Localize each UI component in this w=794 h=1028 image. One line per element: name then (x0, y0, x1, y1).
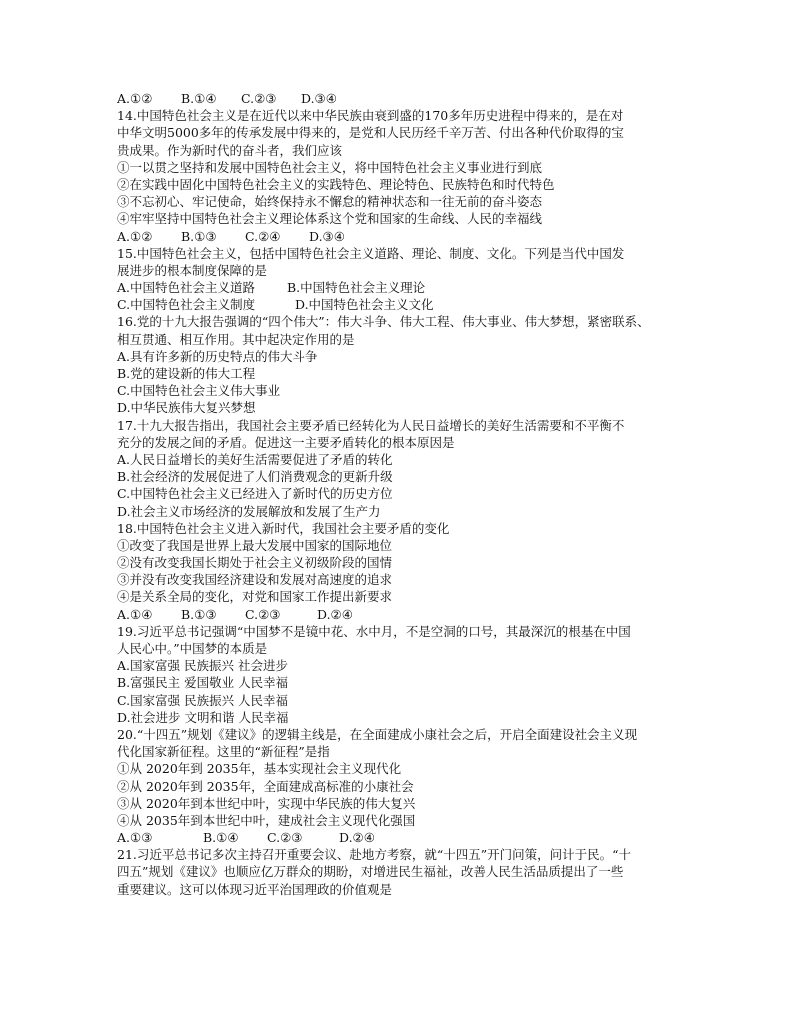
q14-option-c[interactable]: C.②④ (245, 228, 281, 244)
q20-option-c[interactable]: C.②③ (267, 830, 303, 846)
question-20 (117, 726, 677, 846)
q20-option-d[interactable]: D.②④ (339, 830, 375, 846)
q17-option-a[interactable]: A.人民日益增长的美好生活需要促进了矛盾的转化 (117, 451, 393, 467)
q16-stem-line: 16.党的十九大报告强调的“四个伟大”：伟大斗争、伟大工程、伟大事业、伟大梦想，紧密联系、 (117, 314, 650, 330)
q19-option-d[interactable]: D.社会进步 文明和谐 人民幸福 (117, 709, 289, 725)
q19-stem-line: 人民心中。”中国梦的本质是 (117, 641, 268, 656)
q18-options (117, 606, 677, 623)
q18-item: ③并没有改变我国经济建设和发展对高速度的追求 (117, 572, 393, 588)
q16-option-c[interactable]: C.中国特色社会主义伟大事业 (117, 383, 281, 399)
q14-stem-line: 14.中国特色社会主义是在近代以来中华民族由衰到盛的170多年历史进程中得来的，是在对 (117, 108, 624, 124)
q13-options (117, 90, 677, 107)
question-18 (117, 520, 677, 623)
q17-stem-line: 17.十九大报告指出，我国社会主要矛盾已经转化为人民日益增长的美好生活需要和不平衡不 (117, 417, 625, 433)
q21-stem-line: 21.习近平总书记多次主持召开重要会议、赴地方考察，就“十四五”开门问策，问计于民。“十 (117, 847, 632, 863)
q18-item: ①改变了我国是世界上最大发展中国家的国际地位 (117, 537, 393, 553)
q13-option-b[interactable]: B.①④ (181, 91, 217, 106)
q18-option-a[interactable]: A.①④ (117, 606, 153, 622)
q20-option-b[interactable]: B.①④ (203, 830, 239, 846)
exam-page (117, 90, 677, 898)
q21-stem-line: 四五”规划《建议》也顺应亿万群众的期盼，对增进民生福祉，改善人民生活品质提出了一些 (117, 864, 624, 880)
q16-option-a[interactable]: A.具有许多新的历史特点的伟大斗争 (117, 348, 318, 364)
q15-options-row (117, 279, 677, 296)
q17-option-b[interactable]: B.社会经济的发展促进了人们消费观念的更新升级 (117, 469, 393, 485)
q15-stem-line: 展进步的根本制度保障的是 (117, 262, 268, 278)
q18-item: ②没有改变我国长期处于社会主义初级阶段的国情 (117, 555, 393, 571)
q15-option-c[interactable]: C.中国特色社会主义制度 (117, 297, 256, 313)
q14-item: ②在实践中固化中国特色社会主义的实践特色、理论特色、民族特色和时代特色 (117, 176, 555, 192)
q17-stem-line: 充分的发展之间的矛盾。促进这一主要矛盾转化的根本原因是 (117, 434, 455, 450)
q19-option-b[interactable]: B.富强民主 爱国敬业 人民幸福 (117, 675, 289, 691)
q19-option-c[interactable]: C.国家富强 民族振兴 人民幸福 (117, 692, 289, 708)
q14-item: ①一以贯之坚持和发展中国特色社会主义，将中国特色社会主义事业进行到底 (117, 159, 543, 175)
question-21 (117, 846, 677, 898)
q16-option-d[interactable]: D.中华民族伟大复兴梦想 (117, 400, 256, 416)
q16-stem-line: 相互贯通、相互作用。其中起决定作用的是 (117, 331, 355, 347)
q14-stem-line: 中华文明5000多年的传承发展中得来的，是党和人民历经千辛万苦、付出各种代价取得的宝 (117, 125, 624, 141)
q14-item: ④牢牢坚持中国特色社会主义理论体系这个党和国家的生命线、人民的幸福线 (117, 211, 543, 227)
q20-stem-line: 20.“十四五”规划《建议》的逻辑主线是，在全面建成小康社会之后，开启全面建设社会主义现 (117, 726, 638, 742)
q14-stem-line: 贵成果。作为新时代的奋斗者，我们应该 (117, 142, 343, 158)
q20-item: ③从 2020年到本世纪中叶，实现中华民族的伟大复兴 (117, 795, 416, 811)
question-19 (117, 623, 677, 726)
q17-option-c[interactable]: C.中国特色社会主义已经进入了新时代的历史方位 (117, 486, 393, 502)
q14-option-d[interactable]: D.③④ (309, 228, 345, 244)
question-14 (117, 107, 677, 245)
q20-option-a[interactable]: A.①③ (117, 830, 153, 846)
q18-stem-line: 18.中国特色社会主义进入新时代，我国社会主要矛盾的变化 (117, 520, 450, 536)
q18-item: ④是关系全局的变化，对党和国家工作提出新要求 (117, 589, 393, 605)
q20-item: ①从 2020年到 2035年，基本实现社会主义现代化 (117, 761, 402, 777)
q18-option-b[interactable]: B.①③ (181, 606, 217, 622)
q15-options-row (117, 296, 677, 313)
q15-option-a[interactable]: A.中国特色社会主义道路 (117, 280, 256, 296)
q20-item: ④从 2035年到本世纪中叶，建成社会主义现代化强国 (117, 812, 416, 828)
q18-option-d[interactable]: D.②④ (317, 606, 353, 622)
q15-option-b[interactable]: B.中国特色社会主义理论 (287, 280, 426, 296)
question-15 (117, 245, 677, 314)
q13-option-c[interactable]: C.②③ (241, 91, 277, 106)
q13-option-a[interactable]: A.①② (117, 91, 153, 106)
q14-option-a[interactable]: A.①② (117, 228, 153, 244)
q19-stem-line: 19.习近平总书记强调“中国梦不是镜中花、水中月，不是空洞的口号，其最深沉的根基在中国 (117, 623, 631, 639)
q18-option-c[interactable]: C.②③ (245, 606, 281, 622)
q14-option-b[interactable]: B.①③ (181, 228, 217, 244)
q20-stem-line: 代化国家新征程。这里的“新征程”是指 (117, 744, 330, 760)
q15-stem-line: 15.中国特色社会主义，包括中国特色社会主义道路、理论、制度、文化。下列是当代中国发 (117, 245, 625, 261)
q14-options (117, 228, 677, 245)
q15-option-d[interactable]: D.中国特色社会主义文化 (295, 297, 434, 313)
q14-item: ③不忘初心、牢记使命，始终保持永不懈怠的精神状态和一往无前的奋斗姿态 (117, 194, 543, 210)
q20-options (117, 829, 677, 846)
q16-option-b[interactable]: B.党的建设新的伟大工程 (117, 366, 256, 381)
question-17 (117, 417, 677, 520)
q17-option-d[interactable]: D.社会主义市场经济的发展解放和发展了生产力 (117, 503, 381, 519)
q20-item: ②从 2020年到 2035年，全面建成高标准的小康社会 (117, 778, 414, 794)
q13-option-d[interactable]: D.③④ (301, 91, 337, 106)
question-16 (117, 313, 677, 416)
q19-option-a[interactable]: A.国家富强 民族振兴 社会进步 (117, 658, 288, 674)
q21-stem-line: 重要建议。这可以体现习近平治国理政的价值观是 (117, 881, 393, 897)
